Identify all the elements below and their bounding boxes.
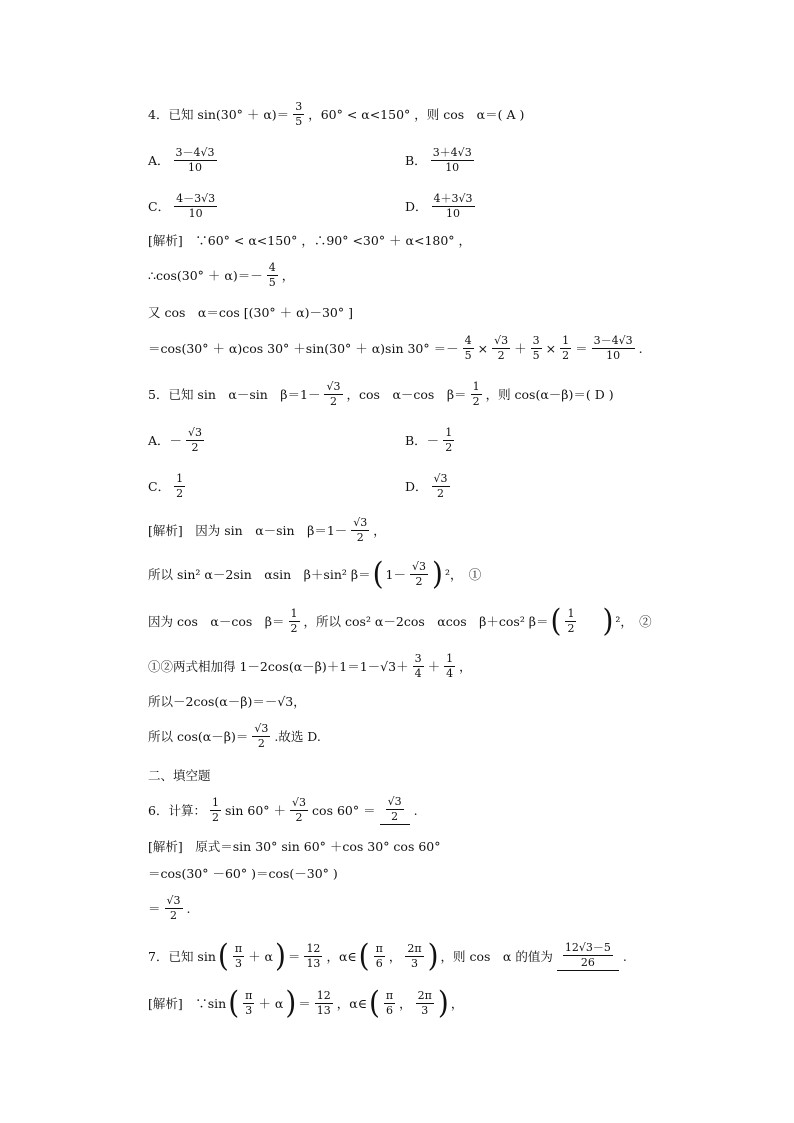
numerator: √3 [387, 795, 402, 808]
numerator: 1 [562, 333, 570, 347]
fraction [416, 989, 434, 1018]
denominator: 5 [532, 348, 540, 362]
text: ， [281, 268, 295, 283]
q4-solution-line-4 [148, 328, 643, 368]
text: ²， ② [615, 614, 652, 629]
numerator: √3 [494, 333, 509, 347]
left-paren: ( [368, 984, 380, 1021]
text: ，α∈ [326, 949, 357, 964]
denominator: 10 [445, 160, 460, 174]
text: ， [373, 523, 386, 538]
numerator: π [245, 988, 253, 1002]
q5-solution-line-4 [148, 646, 472, 686]
denominator: 2 [415, 574, 423, 588]
fraction [432, 472, 450, 501]
q4-stem [148, 94, 524, 134]
denominator: 2 [295, 810, 303, 824]
numerator: 1 [567, 606, 575, 620]
text: sin 60° ＋ [224, 803, 287, 818]
numerator: π [234, 941, 243, 955]
numerator: √3 [411, 559, 426, 573]
fraction [243, 989, 254, 1018]
denominator: 2 [290, 621, 298, 635]
fraction [290, 796, 308, 825]
text: ＝ [298, 996, 311, 1011]
text: ＋ [514, 341, 527, 356]
right-paren: ) [432, 555, 443, 592]
numerator: 1 [472, 379, 480, 393]
option-label: C． [148, 199, 171, 214]
fraction [233, 942, 244, 971]
numerator: √3 [292, 795, 307, 809]
numerator: 3 [532, 333, 540, 347]
text: 所以－2cos(α－β)＝－√3， [148, 694, 306, 709]
text: ①②两式相加得 1－2cos(α－β)＋1＝1－√3＋ [148, 659, 409, 674]
text: ＋ [427, 659, 441, 674]
text: ＝ [575, 341, 588, 356]
denominator: 10 [188, 160, 203, 174]
text: ＝ [287, 949, 301, 964]
denominator: 2 [191, 440, 199, 454]
section-heading [148, 755, 211, 795]
q5-solution-line-5 [148, 681, 306, 721]
fraction [592, 334, 635, 363]
fraction [565, 607, 576, 636]
denominator: 10 [188, 206, 203, 220]
q4-solution-line-3 [148, 292, 353, 332]
denominator: 5 [268, 275, 276, 289]
numerator: √3 [433, 471, 448, 485]
text: 所以 sin² α－2sin αsin β＋sin² β＝ [148, 567, 371, 582]
denominator: 3 [245, 1003, 253, 1017]
q5-option-a [148, 420, 206, 460]
fraction [165, 894, 183, 923]
q5-solution-line-6 [148, 716, 321, 756]
denominator: 2 [356, 530, 364, 544]
text: 二、填空题 [148, 768, 211, 783]
right-paren: ) [285, 984, 297, 1021]
text: ＋ α [248, 949, 273, 964]
numerator: √3 [254, 721, 269, 735]
denominator: 2 [437, 486, 445, 500]
option-label: B． [405, 153, 427, 168]
text: ， [399, 996, 412, 1011]
fraction [252, 722, 270, 751]
option-label: D． [405, 199, 428, 214]
text: 6．计算： [148, 803, 206, 818]
text: ， [388, 949, 402, 964]
text: ²， ① [444, 567, 482, 582]
q6-stem [148, 790, 418, 830]
text: ＝cos(30° ＋ α)cos 30° ＋sin(30° ＋ α)sin 30° ＝－ [148, 341, 459, 356]
text: ＋ α [258, 996, 284, 1011]
fraction [384, 989, 395, 1018]
fraction [560, 334, 571, 363]
text: ，则 cos(α－β)＝( D ) [485, 387, 614, 402]
denominator: 2 [391, 810, 399, 823]
denominator: 10 [446, 206, 461, 220]
text: 因为 cos α－cos β＝ [148, 614, 285, 629]
numerator: 4 [268, 260, 276, 274]
denominator: 4 [414, 666, 422, 680]
denominator: 2 [567, 621, 575, 635]
numerator: 12 [316, 988, 331, 1002]
q7-stem [148, 936, 627, 976]
fraction [413, 652, 424, 681]
fraction [210, 796, 221, 825]
denominator: 2 [211, 810, 219, 824]
fraction [463, 334, 474, 363]
fraction [443, 426, 454, 455]
fraction [174, 472, 185, 501]
fraction [351, 516, 369, 545]
numerator: √3 [353, 515, 368, 529]
fraction [405, 942, 423, 971]
text: 7．已知 sin [148, 949, 216, 964]
text: ，cos α－cos β＝ [346, 387, 467, 402]
numerator: 12 [306, 941, 321, 955]
text: [解析] 原式＝sin 30° sin 60° ＋cos 30° cos 60° [148, 839, 441, 854]
numerator: √3 [166, 893, 181, 907]
right-paren: ) [602, 602, 614, 639]
fraction [293, 100, 304, 129]
denominator: 26 [580, 956, 595, 969]
left-paren: ( [217, 937, 229, 974]
numerator: 1 [176, 471, 184, 485]
fraction [374, 942, 385, 971]
text: × [545, 340, 557, 356]
numerator: 3－4√3 [593, 333, 633, 347]
text: 4．已知 sin(30° ＋ α)＝ [148, 107, 290, 122]
numerator: 1 [290, 606, 298, 620]
option-label: C． [148, 479, 171, 494]
denominator: 3 [421, 1003, 429, 1017]
denominator: 3 [234, 956, 242, 970]
right-paren: ) [437, 984, 449, 1021]
fraction [444, 652, 455, 681]
q5-option-b [405, 420, 456, 460]
fraction [315, 989, 333, 1018]
q7-solution-line-1 [148, 983, 463, 1023]
q4-option-a [148, 140, 219, 180]
text: ＝ [148, 901, 161, 916]
denominator: 2 [176, 486, 184, 500]
text: [解析] ∵sin [148, 996, 227, 1011]
numerator: 3＋4√3 [432, 145, 472, 159]
right-paren: ) [274, 937, 286, 974]
numerator: 1 [211, 795, 219, 809]
q5-solution-line-1 [148, 510, 386, 550]
text: cos 60° ＝ [312, 803, 376, 818]
option-label: B．－ [405, 433, 440, 448]
text: × [477, 340, 489, 356]
text: ，α∈ [336, 996, 367, 1011]
text: . [622, 948, 627, 964]
text: . [413, 802, 418, 818]
text: ，则 cos α 的值为 [440, 949, 553, 964]
q5-option-d [405, 466, 452, 506]
denominator: 4 [446, 666, 454, 680]
numerator: 3 [414, 651, 422, 665]
denominator: 6 [375, 956, 383, 970]
fraction [471, 380, 482, 409]
text: ， [459, 659, 472, 674]
numerator: π [375, 941, 383, 955]
text: ， [450, 996, 464, 1011]
text: [解析] 因为 sin α－sin β＝1－ [148, 523, 348, 538]
text: .故选 D. [274, 729, 321, 744]
fraction [186, 426, 204, 455]
q4-solution-line-1 [148, 220, 471, 260]
q5-solution-line-3 [148, 601, 652, 641]
text: ＝cos(30° －60° )＝cos(－30° ) [148, 866, 338, 881]
q5-stem [148, 374, 614, 414]
fraction [174, 192, 217, 221]
left-paren: ( [228, 984, 240, 1021]
q5-solution-line-2 [148, 554, 481, 594]
text: . [638, 340, 643, 356]
numerator: 2π [407, 941, 422, 955]
denominator: 2 [472, 394, 480, 408]
numerator: 4 [464, 333, 472, 347]
denominator: 13 [316, 1003, 331, 1017]
text: 所以 cos(α－β)＝ [148, 729, 249, 744]
denominator: 2 [170, 908, 178, 922]
q4-solution-line-2 [148, 255, 294, 295]
answer-fraction [557, 941, 619, 971]
text: . [186, 900, 191, 916]
left-paren: ( [372, 555, 384, 592]
numerator: 3－4√3 [175, 145, 215, 159]
fraction [431, 146, 474, 175]
denominator: 2 [445, 440, 453, 454]
option-label: D． [405, 479, 428, 494]
denominator: 13 [306, 956, 321, 970]
right-paren: ) [427, 937, 439, 974]
denominator: 6 [386, 1003, 394, 1017]
numerator: √3 [326, 379, 341, 393]
numerator: 4＋3√3 [433, 191, 473, 205]
numerator: 1 [446, 651, 454, 665]
numerator: 12√3－5 [564, 941, 611, 954]
left-paren: ( [550, 602, 562, 639]
numerator: 2π [417, 988, 432, 1002]
numerator: 1 [445, 425, 453, 439]
fraction [432, 192, 475, 221]
q4-option-b [405, 140, 476, 180]
option-label: A． [148, 153, 170, 168]
fraction [304, 942, 322, 971]
fraction [492, 334, 510, 363]
q6-solution-line-2 [148, 853, 338, 893]
option-label: A．－ [148, 433, 183, 448]
denominator: 10 [606, 348, 621, 362]
q6-solution-line-3 [148, 888, 191, 928]
text: 5．已知 sin α－sin β＝1－ [148, 387, 321, 402]
denominator: 2 [257, 736, 265, 750]
answer-fraction [380, 795, 410, 825]
denominator: 2 [562, 348, 570, 362]
denominator: 5 [295, 114, 303, 128]
denominator: 5 [464, 348, 472, 362]
denominator: 2 [497, 348, 505, 362]
denominator: 2 [329, 394, 337, 408]
numerator: 3 [295, 99, 303, 113]
fraction [410, 560, 428, 589]
numerator: √3 [188, 425, 203, 439]
denominator: 3 [410, 956, 418, 970]
fraction [289, 607, 300, 636]
numerator: 4－3√3 [176, 191, 216, 205]
q5-option-c [148, 466, 187, 506]
text: ，60° < α<150° ，则 cos α＝( A ) [308, 107, 525, 122]
left-paren: ( [358, 937, 370, 974]
fraction [324, 380, 342, 409]
text: 又 cos α＝cos [(30° ＋ α)－30° ] [148, 305, 353, 320]
text: [解析] ∵60° < α<150° ，∴90° <30° ＋ α<180° ， [148, 233, 472, 248]
text: 1－ [385, 567, 406, 582]
fraction [267, 261, 278, 290]
text: ∴cos(30° ＋ α)＝－ [148, 268, 263, 283]
text: ，所以 cos² α－2cos αcos β＋cos² β＝ [303, 614, 549, 629]
numerator: π [385, 988, 394, 1002]
fraction [174, 146, 217, 175]
fraction [531, 334, 542, 363]
